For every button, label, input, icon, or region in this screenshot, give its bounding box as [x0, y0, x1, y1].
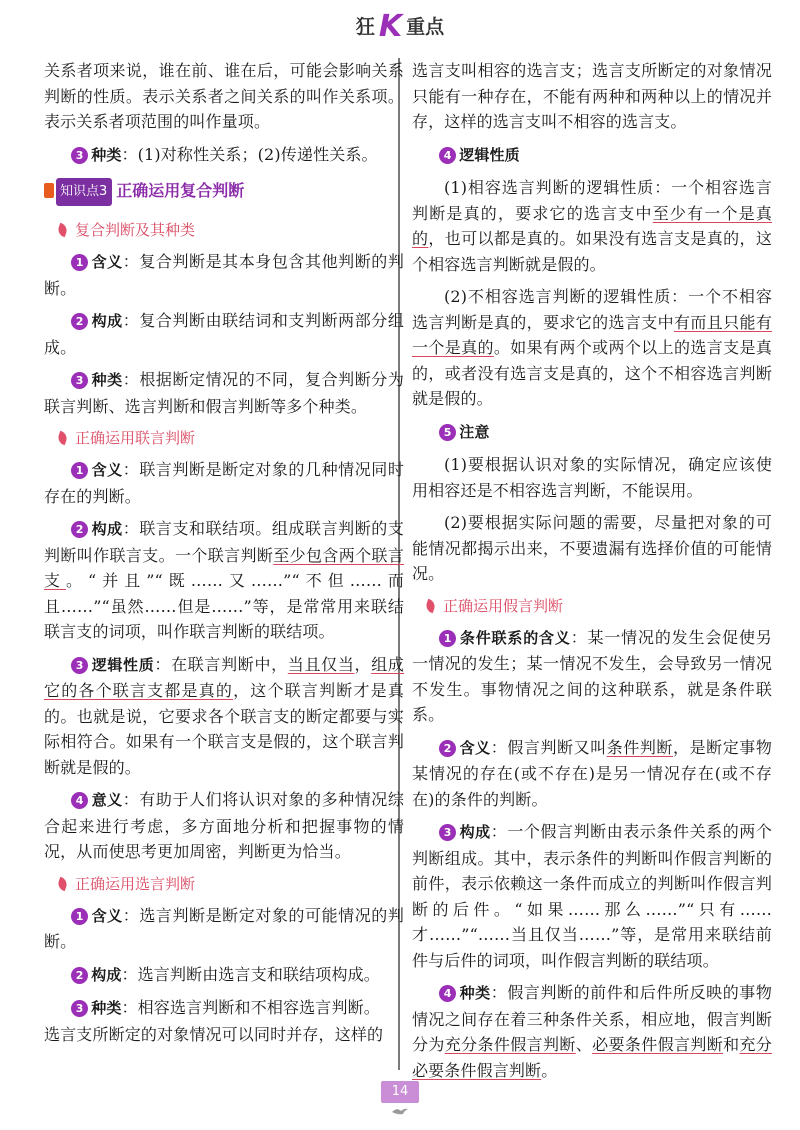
- continuation-paragraph: 选言支叫相容的选言支；选言支所断定的对象情况只能有一种存在，不能有两种和两种以上的情况并存，这样的选言支叫不相容的选言支。: [412, 61, 772, 131]
- logic-heading: 4 逻辑性质: [412, 142, 772, 169]
- list-item: 3 种类：根据断定情况的不同，复合判断分为联言判断、选言判断和假言判断等多个种类。: [44, 370, 404, 416]
- section-conjunctive-judgment: 正确运用联言判断: [58, 426, 404, 450]
- list-item: 4 种类：假言判断的前件和后件所反映的事物情况之间存在着三种条件关系，相应地，假言判断分为充分条件假言判断、必要条件假言判断和充分必要条件假言判断。: [412, 983, 772, 1080]
- intro-paragraph: 关系者项来说，谁在前、谁在后，可能会影响关系判断的性质。表示关系者之间关系的叫作关系项。表示关系者项范围的叫作量项。: [44, 61, 404, 131]
- list-item: 2 构成：复合判断由联结词和支判断两部分组成。: [44, 311, 404, 357]
- logic-paragraph-2: (2)不相容选言判断的逻辑性质：一个不相容选言判断是真的，要求它的选言支中有而且只能有一个是真的。如果有两个或两个以上的选言支是真的，或者没有选言支是真的，这个不相容选言判断就是假的。: [412, 287, 773, 408]
- note-paragraph-1: (1)要根据认识对象的实际情况，确定应该使用相容还是不相容选言判断，不能误用。: [412, 455, 772, 500]
- list-item: 3 逻辑性质：在联言判断中，当且仅当，组成它的各个联言支都是真的，这个联言判断才是真的。也就是说，它要求各个联言支的断定都要与实际相符合。如果有一个联言支是假的，这个联言判断就是假的。: [44, 654, 405, 777]
- note-heading: 5 注意: [412, 419, 772, 446]
- continuation-text: 选言支所断定的对象情况可以同时并存，这样的: [44, 1024, 384, 1044]
- list-item: 1 含义：复合判断是其本身包含其他判断的判断。: [44, 252, 404, 298]
- list-item: 2 构成：联言支和联结项。组成联言判断的支判断叫作联言支。一个联言判断至少包含两个联言支。“并且”“既……又……”“不但……而且……”“虽然……但是……”等，是常常用来联结联言支的词项，叫作联言判断的联结项。: [44, 519, 405, 641]
- bird-icon: [391, 1106, 409, 1116]
- logic-paragraph-1: (1)相容选言判断的逻辑性质：一个相容选言判断是真的，要求它的选言支中至少有一个是真的，也可以都是真的。如果没有选言支是真的，这个相容选言判断就是假的。: [412, 178, 772, 274]
- list-item: 4 意义：有助于人们将认识对象的多种情况综合起来进行考虑，多方面地分析和把握事物的情况，从而使思考更加周密，判断更为恰当。: [44, 790, 404, 861]
- right-column: [412, 58, 772, 1090]
- list-item: 3 构成：一个假言判断由表示条件关系的两个判断组成。其中，表示条件的判断叫作假言判断的前件，表示依赖这一条件而成立的判断叫作假言判断的后件。“如果……那么……”“只有……才……”“……当且仅当……”等，是常用来联结前件与后件的词项，叫作假言判断的联结项。: [412, 822, 772, 970]
- list-item: 2 构成：选言判断由选言支和联结项构成。: [44, 962, 404, 989]
- brand-left: 狂: [355, 16, 375, 38]
- section-compound-judgment: 复合判断及其种类: [58, 218, 404, 242]
- brand-right: 重点: [406, 16, 445, 38]
- section-disjunctive-judgment: 正确运用选言判断: [58, 872, 404, 896]
- left-column: [44, 58, 404, 1054]
- brand-k-logo: K: [378, 9, 403, 44]
- list-item: 3 种类：相容选言判断和不相容选言判断。: [44, 995, 404, 1022]
- book-icon: [44, 183, 54, 198]
- list-item: 1 条件联系的含义：某一情况的发生会促使另一情况的发生；某一情况不发生，会导致另一情况不发生。事物情况之间的这种联系，就是条件联系。: [412, 627, 772, 724]
- knowledge-point-header: [44, 178, 404, 206]
- brand-header: [0, 6, 800, 44]
- leaf-icon: [56, 431, 69, 445]
- section-hypothetical-judgment: 正确运用假言判断: [426, 594, 772, 618]
- list-item: 1 含义：联言判断是断定对象的几种情况同时存在的判断。: [44, 460, 404, 506]
- number-badge: 3: [71, 147, 88, 164]
- leaf-icon: [424, 598, 437, 612]
- list-item: 2 含义：假言判断又叫条件判断，是断定事物某情况的存在(或不存在)是另一情况存在(或不存在)的条件的判断。: [412, 737, 772, 809]
- page-number: 14: [381, 1081, 419, 1103]
- note-paragraph-2: (2)要根据实际问题的需要，尽量把对象的可能情况都揭示出来，不要遗漏有选择价值的可能情况。: [412, 513, 772, 583]
- knowledge-point-title: 正确运用复合判断: [116, 181, 245, 200]
- knowledge-point-badge: 知识点3: [56, 178, 112, 206]
- list-item: 1 含义：选言判断是断定对象的可能情况的判断。: [44, 905, 404, 951]
- leaf-icon: [56, 876, 69, 890]
- leaf-icon: [56, 223, 69, 237]
- relation-kinds: 3 种类：(1)对称性关系；(2)传递性关系。: [44, 142, 404, 169]
